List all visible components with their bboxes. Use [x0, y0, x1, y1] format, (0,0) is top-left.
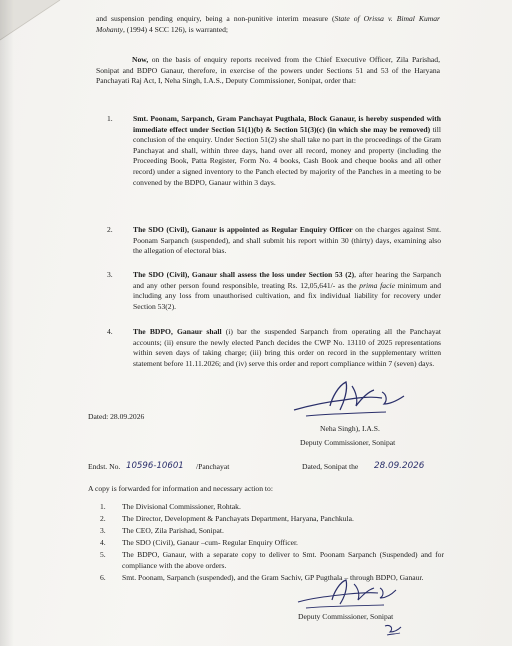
order-bold-text: The BDPO, Ganaur shall: [133, 327, 222, 336]
signatory-title: Deputy Commissioner, Sonipat: [300, 438, 396, 447]
endst-section: /Panchayat: [196, 462, 230, 471]
intro-text-end: , (1994) 4 SCC 126), is warranted;: [123, 24, 229, 34]
copy-number: 6.: [100, 573, 106, 582]
dated-line: Dated: 28.09.2026: [88, 412, 145, 421]
signature-mark-footer: [292, 576, 402, 614]
signature-mark: [286, 376, 416, 422]
endst-date: 28.09.2026: [374, 461, 425, 471]
order-bold-text: Smt. Poonam, Sarpanch, Gram Panchayat Pugthala, Block Ganaur, is hereby suspended with immediate effect under Section 51(1)(b) & Section 51(3)(c) (in which she may be removed): [133, 114, 441, 134]
copy-number: 4.: [100, 538, 106, 547]
order-item-1: [133, 114, 441, 188]
endst-label: Endst. No.: [88, 462, 121, 471]
order-text: minimum and including any loss from unauthorised cultivation, and fix individual liability for recovery under Section 53(2).: [133, 280, 442, 311]
copy-item-6: Smt. Poonam, Sarpanch (suspended), and the Gram Sachiv, GP Pugthala – through BDPO, Ganaur.: [122, 573, 424, 582]
order-text: (i) bar the suspended Sarpanch from operating all the Panchayat accounts; (ii) ensure the newly elected Panch decides the CWP No. 13110 of 2025 representations within seven days of taking charge; (iii) bring this order on record in the supplementary written statement before 11.11.2026; and (iv) serve this order and report compliance within 7 (seven) days.: [133, 327, 441, 368]
endst-number: 10596-10601: [126, 461, 184, 471]
initials-mark: [382, 622, 404, 638]
order-number: 4.: [107, 327, 113, 336]
order-number: 2.: [107, 225, 113, 234]
copy-number: 3.: [100, 526, 106, 535]
endorsement-line: [88, 462, 448, 476]
copy-number: 1.: [100, 502, 106, 511]
copy-number: 5.: [100, 550, 106, 559]
copy-item-4: The SDO (Civil), Ganaur –cum- Regular Enquiry Officer.: [122, 538, 298, 547]
now-lead: Now,: [132, 55, 149, 64]
intro-paragraph: [96, 14, 440, 35]
copy-number: 2.: [100, 514, 106, 523]
now-text: on the basis of enquiry reports received from the Chief Executive Officer, Zila Parishad, Sonipat and BDPO Ganaur, therefore, in exercise of the powers under Sections 51 and 53 of the Haryana Panchayati Raj Act, I, Neha Singh, I.A.S., Deputy Commissioner, Sonipat, order that:: [96, 55, 440, 86]
order-item-3: [133, 270, 441, 312]
intro-case-name: State of Orissa v. Bimal Kumar Mohanty: [96, 14, 440, 34]
order-number: 3.: [107, 270, 113, 279]
copy-item-5: The BDPO, Ganaur, with a separate copy to deliver to Smt. Poonam Sarpanch (Suspended) and for compliance with the above orders.: [122, 550, 444, 570]
footer-title: Deputy Commissioner, Sonipat: [298, 612, 394, 621]
endst-dated-label: Dated, Sonipat the: [302, 462, 359, 471]
order-text: on the charges against Smt. Poonam Sarpanch (suspended), and shall submit his report within 30 (thirty) days, examining also the allegation of electoral bias.: [133, 225, 441, 256]
order-item-4: [133, 327, 441, 369]
order-text: , after hearing the Sarpanch and any other person found responsible, treating Rs. 12,05,641/- as the: [133, 270, 442, 290]
intro-text-start: and suspension pending enquiry, being a non-punitive interim measure (: [96, 14, 335, 23]
now-paragraph: [96, 55, 440, 87]
copy-item-3: The CEO, Zila Parishad, Sonipat.: [122, 526, 224, 535]
order-bold-text: The SDO (Civil), Ganaur is appointed as Regular Enquiry Officer: [133, 225, 353, 234]
signatory-name: Neha Singh), I.A.S.: [320, 424, 380, 433]
order-text: till conclusion of the enquiry. Under Section 51(2) she shall take no part in the proceedings of the Gram Panchayat and shall, within three days, hand over all record, money and property (including the Proceeding Book, Patta Register, Form No. 4 books, Cash Book and cheque books and all other record) under a signed inventory to the Panch elected by majority of the Panches in a meeting to be convened by the BDPO, Ganaur within 3 days.: [133, 124, 442, 187]
order-item-2: [133, 225, 441, 257]
order-bold-text: The SDO (Civil), Ganaur shall assess the loss under Section 53 (2): [133, 270, 355, 279]
copy-item-1: The Divisional Commissioner, Rohtak.: [122, 502, 241, 511]
copy-item-2: The Director, Development & Panchayats Department, Haryana, Panchkula.: [122, 514, 354, 523]
order-italic-text: prima facie: [359, 280, 395, 290]
copy-intro: A copy is forwarded for information and necessary action to:: [88, 484, 273, 493]
order-number: 1.: [107, 114, 113, 123]
